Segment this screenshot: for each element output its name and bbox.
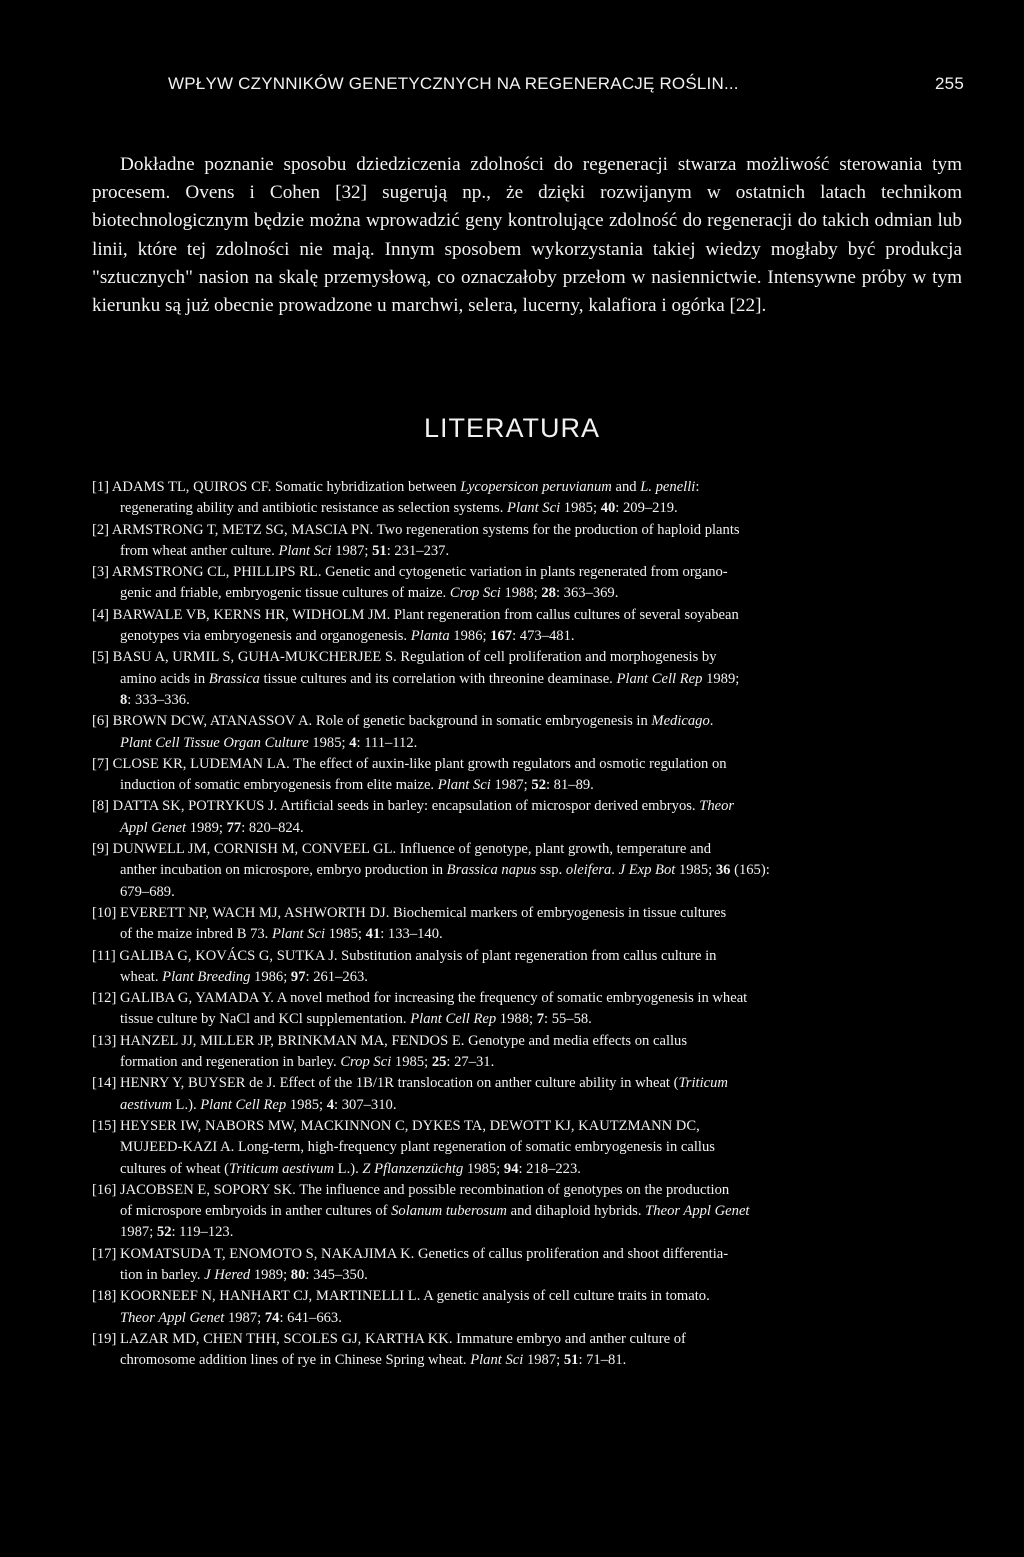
reference-line: [4] BARWALE VB, KERNS HR, WIDHOLM JM. Plant regeneration from callus cultures of several soyabean [92, 606, 739, 623]
reference-item [92, 1329, 964, 1372]
reference-line: anther incubation on microspore, embryo production in Brassica napus ssp. oleifera. J Exp Bot 1985; 36 (165): [120, 862, 770, 879]
reference-line: MUJEED-KAZI A. Long-term, high-frequency plant regeneration of somatic embryogenesis in callus [120, 1139, 715, 1156]
reference-text [92, 1180, 964, 1244]
reference-number: [2] [92, 521, 112, 538]
reference-line: [3] ARMSTRONG CL, PHILLIPS RL. Genetic and cytogenetic variation in plants regenerated from organo- [92, 564, 728, 581]
reference-line: tion in barley. J Hered 1989; 80: 345–350. [120, 1266, 368, 1283]
reference-line: [12] GALIBA G, YAMADA Y. A novel method for increasing the frequency of somatic embryogenesis in wheat [92, 990, 748, 1007]
reference-number: [16] [92, 1181, 120, 1198]
reference-line: tissue culture by NaCl and KCl supplementation. Plant Cell Rep 1988; 7: 55–58. [120, 1011, 592, 1028]
reference-line: [19] LAZAR MD, CHEN THH, SCOLES GJ, KARTHA KK. Immature embryo and anther culture of [92, 1330, 686, 1347]
reference-line: [8] DATTA SK, POTRYKUS J. Artificial seeds in barley: encapsulation of microspor derived embryos. Theor [92, 798, 735, 815]
reference-list [92, 477, 964, 1371]
reference-line: 8: 333–336. [120, 691, 190, 708]
reference-number: [4] [92, 606, 113, 623]
reference-text [92, 988, 964, 1031]
reference-item [92, 1286, 964, 1329]
reference-line: [18] KOORNEEF N, HANHART CJ, MARTINELLI L. A genetic analysis of cell culture traits in tomato. [92, 1288, 710, 1305]
reference-number: [3] [92, 564, 112, 581]
reference-line: [6] BROWN DCW, ATANASSOV A. Role of genetic background in somatic embryogenesis in Medicago. [92, 713, 714, 730]
reference-text [92, 1286, 964, 1329]
reference-line: regenerating ability and antibiotic resistance as selection systems. Plant Sci 1985; 40: 209–219. [120, 500, 678, 517]
reference-number: [5] [92, 649, 113, 666]
reference-line: genic and friable, embryogenic tissue cultures of maize. Crop Sci 1988; 28: 363–369. [120, 585, 619, 602]
reference-text [92, 1073, 964, 1116]
reference-text [92, 1031, 964, 1074]
reference-item [92, 839, 964, 903]
body-paragraph: Dokładne poznanie sposobu dziedziczenia zdolności do regeneracji stwarza możliwość sterowania tym procesem. Ovens i Cohen [32] sugerują np., że dzięki rozwijanym w ostatnich latach technikom biotechnologicznym będzie można wprowadzić geny kontrolujące zdolność do regeneracji do takich odmian lub linii, które tej zdolności nie mają. Innym sposobem wykorzystania takiej wiedzy mogłaby być produkcja "sztucznych" nasion na skalę przemysłową, co oznaczałoby przełom w nasiennictwie. Intensywne próby w tym kierunku są już obecnie prowadzone u marchwi, selera, lucerny, kalafiora i ogórka [22]. [92, 154, 962, 317]
reference-line: genotypes via embryogenesis and organogenesis. Planta 1986; 167: 473–481. [120, 628, 575, 645]
reference-number: [10] [92, 904, 120, 921]
reference-line: of the maize inbred B 73. Plant Sci 1985; 41: 133–140. [120, 926, 443, 943]
body-text [92, 151, 962, 320]
reference-line: [15] HEYSER IW, NABORS MW, MACKINNON C, DYKES TA, DEWOTT KJ, KAUTZMANN DC, [92, 1117, 700, 1134]
reference-line: cultures of wheat (Triticum aestivum L.). Z Pflanzenzüchtg 1985; 94: 218–223. [120, 1160, 581, 1177]
reference-item [92, 605, 964, 648]
reference-item [92, 520, 964, 563]
reference-number: [11] [92, 947, 120, 964]
reference-line: 679–689. [120, 883, 175, 900]
running-header [168, 74, 964, 98]
reference-text [92, 1116, 964, 1180]
reference-text [92, 520, 964, 563]
reference-item [92, 1244, 964, 1287]
reference-number: [13] [92, 1032, 120, 1049]
reference-number: [18] [92, 1288, 120, 1305]
reference-line: [5] BASU A, URMIL S, GUHA-MUKCHERJEE S. Regulation of cell proliferation and morphogenesis by [92, 649, 717, 666]
reference-line: chromosome addition lines of rye in Chinese Spring wheat. Plant Sci 1987; 51: 71–81. [120, 1352, 627, 1369]
reference-number: [19] [92, 1330, 120, 1347]
reference-text [92, 647, 964, 711]
reference-item [92, 477, 964, 520]
reference-item [92, 796, 964, 839]
reference-text [92, 796, 964, 839]
reference-line: from wheat anther culture. Plant Sci 1987; 51: 231–237. [120, 542, 450, 559]
reference-line: 1987; 52: 119–123. [120, 1224, 234, 1241]
reference-item [92, 562, 964, 605]
reference-item [92, 988, 964, 1031]
reference-line: Theor Appl Genet 1987; 74: 641–663. [120, 1309, 342, 1326]
reference-line: [13] HANZEL JJ, MILLER JP, BRINKMAN MA, FENDOS E. Genotype and media effects on callus [92, 1032, 688, 1049]
reference-line: [16] JACOBSEN E, SOPORY SK. The influence and possible recombination of genotypes on the production [92, 1181, 730, 1198]
reference-number: [8] [92, 798, 113, 815]
reference-item [92, 647, 964, 711]
reference-item [92, 1180, 964, 1244]
reference-line: of microspore embryoids in anther cultures of Solanum tuberosum and dihaploid hybrids. Theor Appl Genet [120, 1203, 750, 1220]
reference-line: formation and regeneration in barley. Crop Sci 1985; 25: 27–31. [120, 1054, 495, 1071]
reference-text [92, 477, 964, 520]
reference-line: amino acids in Brassica tissue cultures and its correlation with threonine deaminase. Plant Cell Rep 1989; [120, 670, 740, 687]
page-number: 255 [935, 74, 964, 93]
reference-text [92, 903, 964, 946]
reference-line: [14] HENRY Y, BUYSER de J. Effect of the 1B/1R translocation on anther culture ability in wheat (Triticum [92, 1075, 728, 1092]
reference-text [92, 562, 964, 605]
reference-item [92, 1116, 964, 1180]
reference-item [92, 946, 964, 989]
reference-item [92, 1073, 964, 1116]
reference-line: Plant Cell Tissue Organ Culture 1985; 4: 111–112. [120, 734, 418, 751]
reference-number: [15] [92, 1117, 120, 1134]
reference-line: [1] ADAMS TL, QUIROS CF. Somatic hybridization between Lycopersicon peruvianum and L. penelli: [92, 479, 700, 495]
reference-line: wheat. Plant Breeding 1986; 97: 261–263. [120, 968, 368, 985]
reference-line: [17] KOMATSUDA T, ENOMOTO S, NAKAJIMA K. Genetics of callus proliferation and shoot differentia- [92, 1245, 729, 1262]
reference-text [92, 1244, 964, 1287]
reference-number: [1] [92, 479, 112, 495]
reference-item [92, 711, 964, 754]
reference-item [92, 754, 964, 797]
reference-number: [14] [92, 1075, 120, 1092]
reference-text [92, 605, 964, 648]
reference-line: induction of somatic embryogenesis from elite maize. Plant Sci 1987; 52: 81–89. [120, 777, 594, 794]
reference-number: [17] [92, 1245, 120, 1262]
reference-item [92, 903, 964, 946]
reference-line: [10] EVERETT NP, WACH MJ, ASHWORTH DJ. Biochemical markers of embryogenesis in tissue cultures [92, 904, 727, 921]
reference-text [92, 711, 964, 754]
reference-number: [9] [92, 841, 113, 858]
reference-number: [12] [92, 990, 120, 1007]
reference-text [92, 839, 964, 903]
running-title: WPŁYW CZYNNIKÓW GENETYCZNYCH NA REGENERACJĘ ROŚLIN... [168, 74, 739, 93]
reference-line: [9] DUNWELL JM, CORNISH M, CONVEEL GL. Influence of genotype, plant growth, temperature and [92, 841, 712, 858]
reference-line: [7] CLOSE KR, LUDEMAN LA. The effect of auxin-like plant growth regulators and osmotic regulation on [92, 755, 727, 772]
reference-text [92, 1329, 964, 1372]
reference-line: aestivum L.). Plant Cell Rep 1985; 4: 307–310. [120, 1096, 397, 1113]
reference-number: [6] [92, 713, 113, 730]
reference-line: [11] GALIBA G, KOVÁCS G, SUTKA J. Substitution analysis of plant regeneration from callus culture in [92, 947, 717, 964]
reference-line: Appl Genet 1989; 77: 820–824. [120, 819, 304, 836]
reference-line: [2] ARMSTRONG T, METZ SG, MASCIA PN. Two regeneration systems for the production of haploid plants [92, 521, 740, 538]
reference-text [92, 754, 964, 797]
reference-text [92, 946, 964, 989]
reference-number: [7] [92, 755, 113, 772]
reference-item [92, 1031, 964, 1074]
section-heading-literatura: LITERATURA [423, 413, 601, 443]
